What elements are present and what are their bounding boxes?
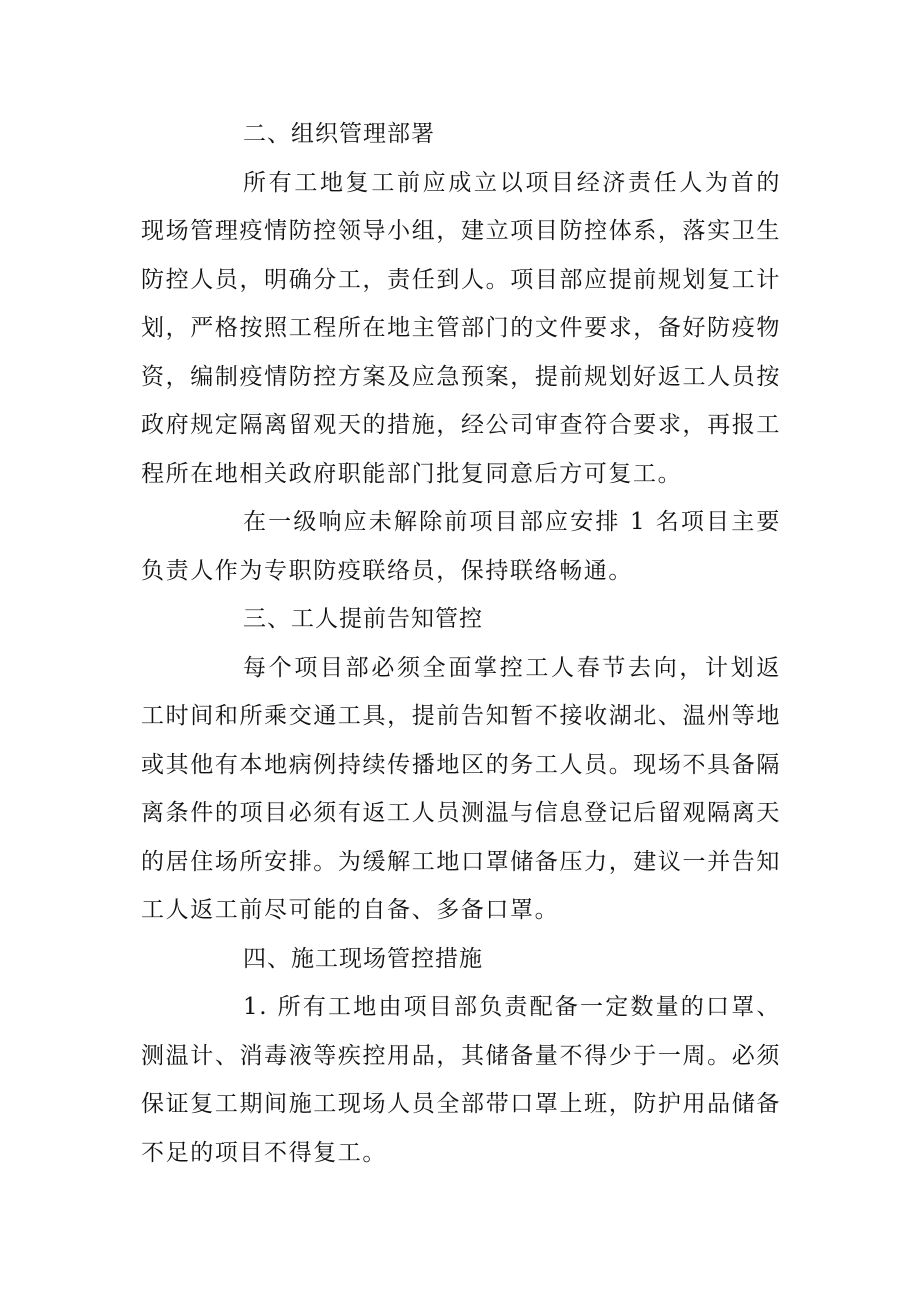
section-heading-worker-notice: 三、工人提前告知管控 [243,606,483,632]
document-body [141,110,781,1177]
paragraph-site-supplies: 1. 所有工地由项目部负责配备一定数量的口罩、测温计、消毒液等疾控用品，其储备量不得少于一周。必须保证复工期间施工现场人员全部带口罩上班，防护用品储备不足的项目不得复工。 [141,994,781,1166]
paragraph-organization-setup: 所有工地复工前应成立以项目经济责任人为首的现场管理疫情防控领导小组，建立项目防控体系，落实卫生防控人员，明确分工，责任到人。项目部应提前规划复工计划，严格按照工程所在地主管部门的文件要求，备好防疫物资，编制疫情防控方案及应急预案，提前规划好返工人员按政府规定隔离留观天的措施，经公司审查符合要求，再报工程所在地相关政府职能部门批复同意后方可复工。 [141,169,781,487]
paragraph-liaison: 在一级响应未解除前项目部应安排 1 名项目主要负责人作为专职防疫联络员，保持联络畅通。 [141,509,781,584]
section-heading-site-control: 四、施工现场管控措施 [243,945,483,972]
paragraph-worker-notice: 每个项目部必须全面掌控工人春节去向，计划返工时间和所乘交通工具，提前告知暂不接收湖北、温州等地或其他有本地病例持续传播地区的务工人员。现场不具备隔离条件的项目必须有返工人员测温与信息登记后留观隔离天的居住场所安排。为缓解工地口罩储备压力，建议一并告知工人返工前尽可能的自备、多备口罩。 [141,654,781,923]
section-heading-organization: 二、组织管理部署 [243,121,435,147]
